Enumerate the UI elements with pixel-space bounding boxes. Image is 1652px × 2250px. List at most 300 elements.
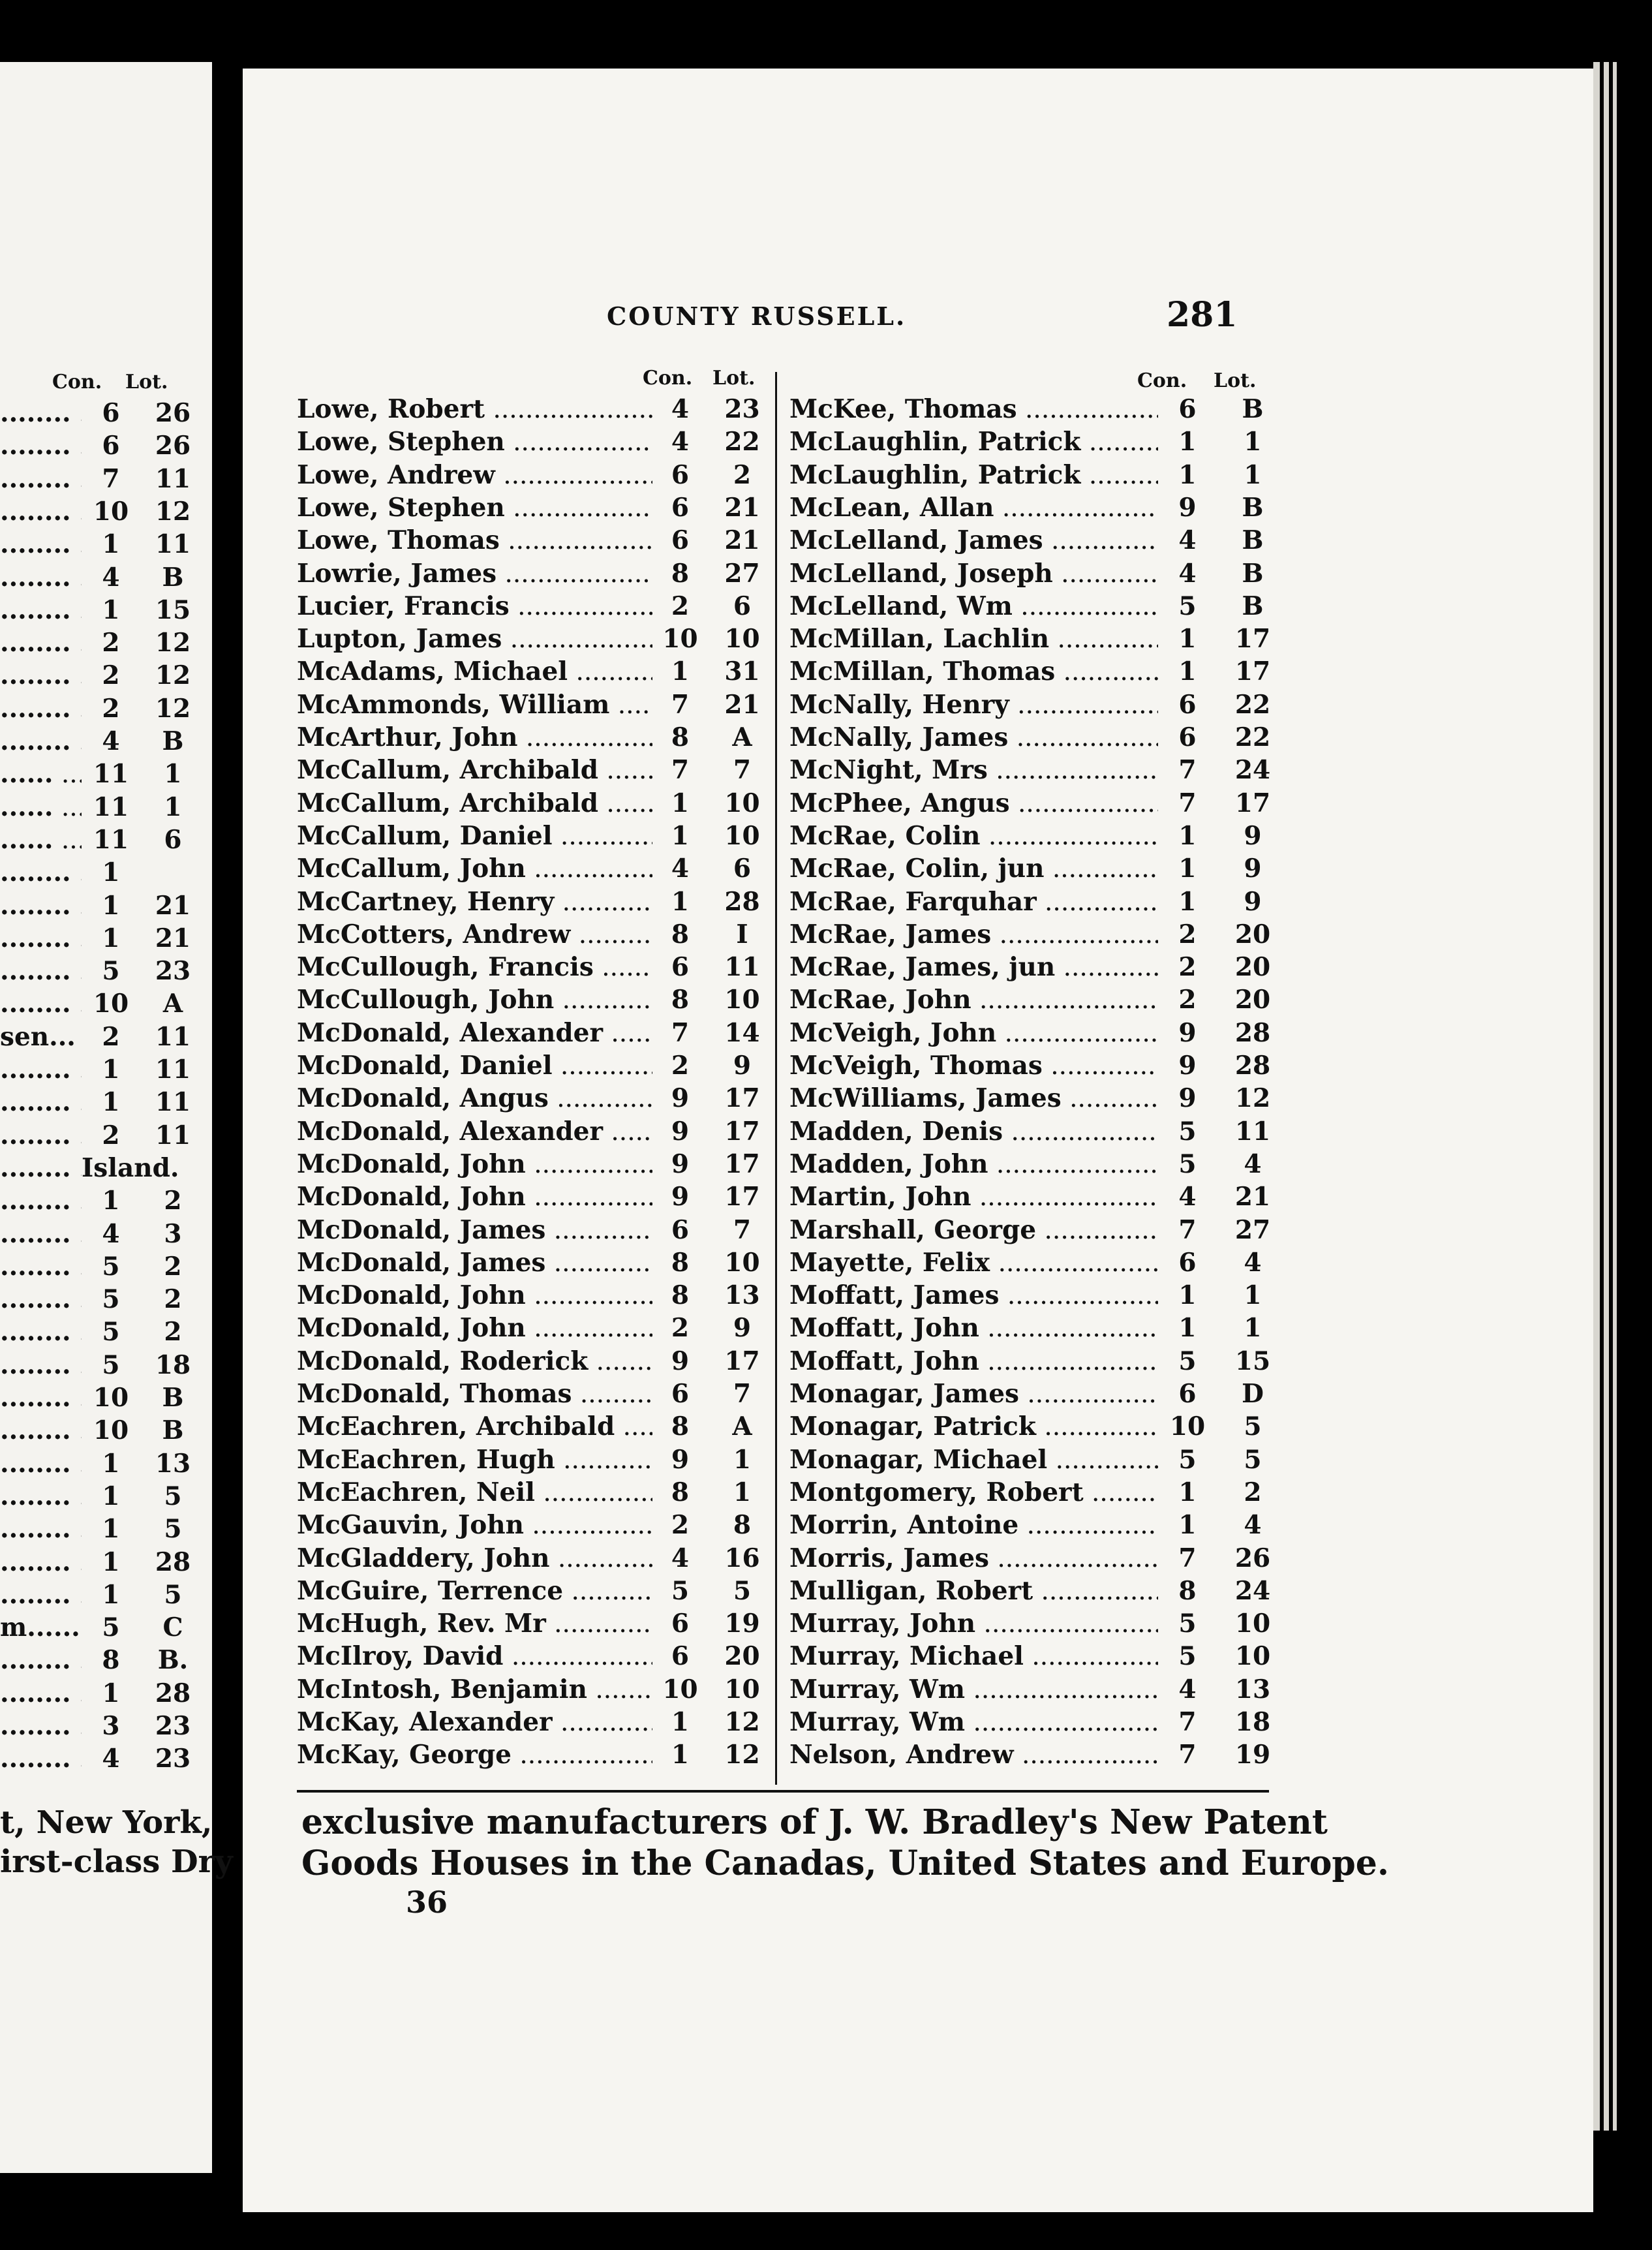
resident-name: Morrin, Antoine ..... bbox=[789, 1509, 1158, 1542]
resident-name: McNight, Mrs ..... bbox=[789, 754, 1158, 787]
directory-row bbox=[789, 425, 1289, 459]
name-fragment: m...... ..... bbox=[0, 1611, 82, 1644]
directory-row bbox=[789, 524, 1289, 557]
lot-number: 17 bbox=[724, 1116, 760, 1147]
directory-row bbox=[297, 1738, 776, 1772]
resident-name: Mayette, Felix ..... bbox=[789, 1246, 1158, 1280]
lot-number: 19 bbox=[724, 1609, 760, 1639]
lot-number: B bbox=[162, 1415, 184, 1446]
name-fragment: ...... ..... bbox=[0, 758, 82, 791]
resident-name: McVeigh, Thomas ..... bbox=[789, 1049, 1158, 1083]
left-con-header: Con. bbox=[52, 371, 102, 393]
resident-name: McKee, Thomas ..... bbox=[789, 393, 1158, 426]
concession-number: 8 bbox=[1178, 1575, 1197, 1606]
directory-row bbox=[297, 1607, 776, 1641]
resident-name: McCullough, Francis ..... bbox=[297, 951, 652, 984]
lot-number: 11 bbox=[155, 529, 191, 560]
concession-number: 1 bbox=[102, 1547, 120, 1577]
directory-row bbox=[789, 852, 1289, 886]
resident-name: McGuire, Terrence ..... bbox=[297, 1575, 652, 1608]
lot-number: 11 bbox=[155, 1055, 191, 1085]
name-fragment: ........ ..... bbox=[0, 1644, 82, 1677]
signature-mark: 36 bbox=[406, 1885, 448, 1920]
directory-row bbox=[789, 688, 1289, 722]
concession-number: 5 bbox=[102, 1349, 120, 1380]
name-fragment: ........ ..... bbox=[0, 1447, 82, 1481]
resident-name: Madden, Denis ..... bbox=[789, 1115, 1158, 1148]
name-fragment: ........ ..... bbox=[0, 626, 82, 660]
concession-number: 8 bbox=[102, 1645, 120, 1676]
name-fragment: ........ ..... bbox=[0, 1349, 82, 1382]
directory-row bbox=[789, 1443, 1289, 1477]
resident-name: McMillan, Thomas ..... bbox=[789, 655, 1158, 688]
concession-number: 1 bbox=[671, 788, 690, 818]
concession-number: 10 bbox=[662, 624, 698, 655]
resident-name: McDonald, John ..... bbox=[297, 1180, 652, 1214]
concession-number: 5 bbox=[102, 1612, 120, 1643]
concession-number: 6 bbox=[102, 431, 120, 461]
lot-number: 15 bbox=[1234, 1346, 1271, 1376]
resident-name: McCallum, Daniel ..... bbox=[297, 820, 652, 853]
lot-number: 1 bbox=[1244, 459, 1262, 490]
directory-row bbox=[789, 1706, 1289, 1739]
concession-number: 1 bbox=[102, 1087, 120, 1118]
resident-name: McWilliams, James ..... bbox=[789, 1082, 1158, 1115]
lot-number: 9 bbox=[1244, 886, 1262, 917]
concession-number: 2 bbox=[1178, 985, 1197, 1015]
lot-number: 1 bbox=[1244, 1280, 1262, 1311]
lot-number: B bbox=[1242, 492, 1264, 523]
concession-number: 1 bbox=[102, 1481, 120, 1511]
resident-name: Moffatt, James ..... bbox=[789, 1279, 1158, 1312]
directory-row bbox=[297, 754, 776, 787]
directory-row bbox=[789, 491, 1289, 525]
lot-number: 17 bbox=[1234, 656, 1271, 687]
directory-row bbox=[0, 1447, 206, 1481]
concession-number: 1 bbox=[671, 1707, 690, 1737]
concession-number: 6 bbox=[1178, 1379, 1197, 1409]
concession-number: 1 bbox=[102, 1678, 120, 1708]
name-fragment: ........ ..... bbox=[0, 1710, 82, 1743]
concession-number: 3 bbox=[102, 1711, 120, 1741]
resident-name: McLelland, Joseph ..... bbox=[789, 557, 1158, 591]
footer-rule bbox=[297, 1790, 1269, 1793]
resident-name: Lowe, Andrew ..... bbox=[297, 459, 652, 492]
lot-number: 21 bbox=[155, 923, 191, 953]
directory-row bbox=[789, 1410, 1289, 1443]
concession-number: 1 bbox=[102, 1186, 120, 1216]
concession-number: 7 bbox=[1178, 1543, 1197, 1573]
directory-row bbox=[0, 824, 206, 857]
directory-row bbox=[297, 1148, 776, 1181]
directory-row bbox=[297, 1673, 776, 1706]
directory-row bbox=[0, 1546, 206, 1579]
directory-row bbox=[789, 1246, 1289, 1280]
resident-name: McCartney, Henry ..... bbox=[297, 886, 652, 919]
directory-row bbox=[297, 886, 776, 919]
resident-name: McKay, George ..... bbox=[297, 1738, 652, 1772]
directory-row bbox=[0, 594, 206, 627]
lot-number: 14 bbox=[724, 1017, 760, 1048]
concession-number: 10 bbox=[93, 1415, 129, 1446]
directory-row bbox=[789, 721, 1289, 754]
lot-number: 12 bbox=[724, 1707, 760, 1737]
lot-number: 28 bbox=[155, 1678, 191, 1708]
directory-row bbox=[789, 1575, 1289, 1608]
lot-number: 26 bbox=[1234, 1543, 1271, 1573]
directory-row bbox=[297, 425, 776, 459]
lot-number: 28 bbox=[1234, 1017, 1271, 1048]
lot-number: 17 bbox=[1234, 788, 1271, 818]
concession-number: 1 bbox=[102, 529, 120, 560]
lot-number: 9 bbox=[733, 1051, 752, 1081]
resident-name: McDonald, Alexander ..... bbox=[297, 1115, 652, 1148]
resident-name: McCallum, Archibald ..... bbox=[297, 754, 652, 787]
concession-number: 5 bbox=[1178, 1444, 1197, 1475]
directory-row bbox=[0, 1316, 206, 1349]
concession-number: 9 bbox=[1178, 1017, 1197, 1048]
col-a-con-header: Con. bbox=[643, 367, 693, 390]
lot-number: 10 bbox=[724, 1674, 760, 1704]
name-fragment: ........ ..... bbox=[0, 856, 82, 889]
concession-number: 5 bbox=[102, 1251, 120, 1282]
directory-row bbox=[0, 463, 206, 496]
concession-number: 6 bbox=[1178, 722, 1197, 752]
directory-row bbox=[789, 951, 1289, 984]
concession-number: 9 bbox=[1178, 1083, 1197, 1114]
concession-number: 7 bbox=[1178, 1214, 1197, 1245]
directory-row bbox=[789, 1082, 1289, 1115]
concession-number: 10 bbox=[93, 496, 129, 527]
directory-row bbox=[297, 1082, 776, 1115]
name-fragment: ........ ..... bbox=[0, 1250, 82, 1284]
directory-row bbox=[0, 1710, 206, 1743]
resident-name: Murray, Wm ..... bbox=[789, 1673, 1158, 1706]
lot-number: 22 bbox=[724, 427, 760, 457]
resident-name: Lowe, Stephen ..... bbox=[297, 425, 652, 459]
directory-row bbox=[297, 1312, 776, 1345]
concession-number: 9 bbox=[671, 1444, 690, 1475]
concession-number: 7 bbox=[1178, 788, 1197, 818]
directory-row bbox=[297, 688, 776, 722]
resident-name: McDonald, John ..... bbox=[297, 1148, 652, 1181]
concession-number: 5 bbox=[671, 1575, 690, 1606]
concession-number: 1 bbox=[102, 1579, 120, 1610]
concession-number: 1 bbox=[102, 1448, 120, 1479]
lot-number: 17 bbox=[724, 1346, 760, 1376]
lot-number: 6 bbox=[733, 854, 752, 884]
name-fragment: ........ ..... bbox=[0, 1184, 82, 1218]
resident-name: McRae, James ..... bbox=[789, 918, 1158, 951]
directory-row bbox=[0, 397, 206, 430]
resident-name: Marshall, George ..... bbox=[789, 1214, 1158, 1247]
name-fragment: ........ ..... bbox=[0, 1579, 82, 1612]
page-title: COUNTY RUSSELL. bbox=[607, 301, 907, 331]
lot-number: B bbox=[1242, 591, 1264, 621]
lot-number: 27 bbox=[1234, 1214, 1271, 1245]
lot-number: 11 bbox=[1234, 1116, 1271, 1147]
footer-ad-line-1: exclusive manufacturers of J. W. Bradley's New Patent bbox=[301, 1802, 1328, 1842]
concession-number: 7 bbox=[1178, 1707, 1197, 1737]
concession-number: 11 bbox=[93, 792, 129, 822]
directory-row bbox=[789, 820, 1289, 853]
resident-name: Monagar, James ..... bbox=[789, 1378, 1158, 1411]
concession-number: 2 bbox=[102, 628, 120, 658]
lot-number: 21 bbox=[724, 689, 760, 720]
directory-row bbox=[0, 1053, 206, 1086]
name-fragment: ........ ..... bbox=[0, 561, 82, 594]
directory-row bbox=[789, 1378, 1289, 1411]
lot-number: 2 bbox=[164, 1251, 182, 1282]
concession-number: 6 bbox=[671, 1609, 690, 1639]
directory-row bbox=[0, 1250, 206, 1284]
directory-row bbox=[297, 1115, 776, 1148]
lot-number: 11 bbox=[724, 952, 760, 983]
concession-number: 8 bbox=[671, 985, 690, 1015]
lot-number: 28 bbox=[1234, 1051, 1271, 1081]
resident-name: Martin, John ..... bbox=[789, 1180, 1158, 1214]
lot-number: A bbox=[732, 722, 752, 752]
name-fragment: ........ ..... bbox=[0, 692, 82, 726]
concession-number: 8 bbox=[671, 1247, 690, 1278]
directory-row bbox=[789, 655, 1289, 688]
directory-row bbox=[297, 1214, 776, 1247]
name-fragment: ........ ..... bbox=[0, 528, 82, 561]
concession-number: 4 bbox=[1178, 1182, 1197, 1212]
directory-row bbox=[0, 1742, 206, 1776]
concession-number: 7 bbox=[1178, 1740, 1197, 1770]
resident-name: McGauvin, John ..... bbox=[297, 1509, 652, 1542]
concession-number: 5 bbox=[1178, 1148, 1197, 1179]
lot-number: 3 bbox=[164, 1218, 182, 1249]
name-fragment: ........ ..... bbox=[0, 429, 82, 463]
name-fragment: ...... ..... bbox=[0, 824, 82, 857]
name-fragment: ........ ..... bbox=[0, 1414, 82, 1447]
resident-name: McDonald, Angus ..... bbox=[297, 1082, 652, 1115]
name-fragment: ........ ..... bbox=[0, 1316, 82, 1349]
lot-number: B bbox=[1242, 558, 1264, 589]
lot-number: 5 bbox=[1244, 1444, 1262, 1475]
resident-name: Lowrie, James ..... bbox=[297, 557, 652, 591]
lot-number: 9 bbox=[1244, 854, 1262, 884]
left-ad-line-1: t, New York, bbox=[0, 1804, 213, 1841]
concession-number: 7 bbox=[671, 1017, 690, 1048]
resident-name: McRae, James, jun ..... bbox=[789, 951, 1158, 984]
name-fragment: ........ ..... bbox=[0, 725, 82, 758]
directory-row bbox=[297, 1476, 776, 1509]
directory-row bbox=[789, 983, 1289, 1017]
lot-number: 1 bbox=[1244, 427, 1262, 457]
lot-number: B bbox=[162, 562, 184, 593]
resident-name: McPhee, Angus ..... bbox=[789, 787, 1158, 820]
concession-number: 1 bbox=[102, 890, 120, 921]
lot-number: D bbox=[1242, 1379, 1264, 1409]
resident-name: McVeigh, John ..... bbox=[789, 1017, 1158, 1050]
resident-name: Murray, Michael ..... bbox=[789, 1640, 1158, 1673]
directory-row bbox=[789, 1180, 1289, 1214]
resident-name: McDonald, John ..... bbox=[297, 1312, 652, 1345]
concession-number: 6 bbox=[1178, 394, 1197, 424]
resident-name: McLaughlin, Patrick ..... bbox=[789, 425, 1158, 459]
concession-number: 2 bbox=[671, 1313, 690, 1344]
concession-number: 1 bbox=[1178, 459, 1197, 490]
concession-number: 4 bbox=[102, 1218, 120, 1249]
lot-number: 20 bbox=[1234, 919, 1271, 949]
concession-number: 6 bbox=[671, 525, 690, 556]
name-fragment: ........ ..... bbox=[0, 463, 82, 496]
name-fragment: ........ ..... bbox=[0, 397, 82, 430]
directory-row bbox=[297, 1640, 776, 1673]
lot-number: 23 bbox=[155, 1744, 191, 1774]
concession-number: 1 bbox=[1178, 1313, 1197, 1344]
lot-number: 26 bbox=[155, 398, 191, 428]
lot-number: 6 bbox=[164, 824, 182, 855]
lot-number: 18 bbox=[155, 1349, 191, 1380]
directory-row bbox=[297, 787, 776, 820]
concession-number: 2 bbox=[671, 1510, 690, 1541]
concession-number: 7 bbox=[1178, 755, 1197, 786]
lot-number: 5 bbox=[733, 1575, 752, 1606]
directory-row bbox=[297, 655, 776, 688]
directory-row bbox=[0, 1513, 206, 1546]
resident-name: McDonald, Daniel ..... bbox=[297, 1049, 652, 1083]
concession-number: 7 bbox=[102, 463, 120, 494]
concession-number: 1 bbox=[1178, 1510, 1197, 1541]
lot-number: 8 bbox=[733, 1510, 752, 1541]
name-fragment: ........ ..... bbox=[0, 495, 82, 529]
concession-number: 2 bbox=[102, 1120, 120, 1150]
resident-name: McRae, John ..... bbox=[789, 983, 1158, 1017]
concession-number: 1 bbox=[671, 656, 690, 687]
directory-row bbox=[297, 1279, 776, 1312]
directory-row bbox=[0, 626, 206, 660]
lot-number: 2 bbox=[733, 459, 752, 490]
lot-number: 4 bbox=[1244, 1510, 1262, 1541]
lot-number: 11 bbox=[155, 1087, 191, 1118]
lot-number: 12 bbox=[155, 660, 191, 691]
directory-row bbox=[0, 889, 206, 923]
lot-number: 17 bbox=[1234, 624, 1271, 655]
concession-number: 8 bbox=[671, 558, 690, 589]
resident-name: McAmmonds, William ..... bbox=[297, 688, 652, 722]
concession-number: 4 bbox=[671, 1543, 690, 1573]
directory-row bbox=[297, 1017, 776, 1050]
directory-row bbox=[0, 1021, 206, 1054]
directory-row bbox=[0, 1152, 206, 1185]
directory-row bbox=[297, 590, 776, 623]
concession-number: 4 bbox=[102, 1744, 120, 1774]
directory-row bbox=[0, 791, 206, 824]
concession-number: 9 bbox=[671, 1148, 690, 1179]
lot-number: 11 bbox=[155, 463, 191, 494]
concession-number: 1 bbox=[1178, 854, 1197, 884]
directory-row bbox=[297, 1509, 776, 1542]
lot-number: 11 bbox=[155, 1021, 191, 1052]
lot-number: 13 bbox=[724, 1280, 760, 1311]
lot-number: 13 bbox=[1234, 1674, 1271, 1704]
page-edge bbox=[1604, 62, 1609, 2131]
directory-row bbox=[0, 1218, 206, 1251]
col-b-lot-header: Lot. bbox=[1214, 369, 1257, 392]
lot-number: 20 bbox=[1234, 985, 1271, 1015]
lot-number: 20 bbox=[1234, 952, 1271, 983]
concession-number: 11 bbox=[93, 824, 129, 855]
directory-row bbox=[789, 1017, 1289, 1050]
directory-row bbox=[297, 721, 776, 754]
lot-number: 10 bbox=[724, 1247, 760, 1278]
concession-number: 11 bbox=[93, 759, 129, 790]
directory-row bbox=[297, 1378, 776, 1411]
directory-row bbox=[0, 1086, 206, 1119]
concession-number: 1 bbox=[1178, 656, 1197, 687]
directory-row bbox=[297, 623, 776, 656]
directory-row bbox=[0, 692, 206, 726]
directory-row bbox=[789, 393, 1289, 426]
directory-row bbox=[0, 528, 206, 561]
concession-number: 4 bbox=[671, 854, 690, 884]
concession-number: 6 bbox=[102, 398, 120, 428]
name-fragment: ........ ..... bbox=[0, 1677, 82, 1710]
resident-name: Lupton, James ..... bbox=[297, 623, 652, 656]
resident-name: McDonald, James ..... bbox=[297, 1214, 652, 1247]
lot-number: I bbox=[736, 919, 748, 949]
resident-name: McRae, Farquhar ..... bbox=[789, 886, 1158, 919]
lot-number: 28 bbox=[724, 886, 760, 917]
resident-name: McDonald, Roderick ..... bbox=[297, 1345, 652, 1378]
lot-number: 12 bbox=[155, 693, 191, 724]
resident-name: Murray, John ..... bbox=[789, 1607, 1158, 1641]
lot-number: 21 bbox=[724, 492, 760, 523]
directory-row bbox=[297, 524, 776, 557]
concession-number: 2 bbox=[1178, 952, 1197, 983]
directory-row bbox=[789, 1542, 1289, 1575]
concession-number: 1 bbox=[671, 820, 690, 851]
col-a-lot-header: Lot. bbox=[712, 367, 756, 390]
lot-number: 22 bbox=[1234, 722, 1271, 752]
resident-name: Mulligan, Robert ..... bbox=[789, 1575, 1158, 1608]
directory-row bbox=[789, 1640, 1289, 1673]
name-fragment: ........ ..... bbox=[0, 1546, 82, 1579]
concession-number: 8 bbox=[671, 1477, 690, 1507]
resident-name: McLean, Allan ..... bbox=[789, 491, 1158, 525]
concession-number: 2 bbox=[102, 693, 120, 724]
resident-name: McCallum, Archibald ..... bbox=[297, 787, 652, 820]
resident-name: Monagar, Patrick ..... bbox=[789, 1410, 1158, 1443]
directory-row bbox=[789, 623, 1289, 656]
resident-name: McArthur, John ..... bbox=[297, 721, 652, 754]
resident-name: Madden, John ..... bbox=[789, 1148, 1158, 1181]
resident-name: McRae, Colin, jun ..... bbox=[789, 852, 1158, 886]
directory-row bbox=[0, 758, 206, 791]
lot-number: 2 bbox=[1244, 1477, 1262, 1507]
name-fragment: ........ ..... bbox=[0, 594, 82, 627]
concession-number: 6 bbox=[1178, 1247, 1197, 1278]
lot-number: 7 bbox=[733, 755, 752, 786]
concession-number: 6 bbox=[671, 1379, 690, 1409]
resident-name: Murray, Wm ..... bbox=[789, 1706, 1158, 1739]
concession-number: 6 bbox=[671, 952, 690, 983]
resident-name: McIlroy, David ..... bbox=[297, 1640, 652, 1673]
directory-row bbox=[789, 1049, 1289, 1083]
directory-row bbox=[0, 1644, 206, 1677]
concession-number: 6 bbox=[671, 1214, 690, 1245]
resident-name: McMillan, Lachlin ..... bbox=[789, 623, 1158, 656]
resident-name: Montgomery, Robert ..... bbox=[789, 1476, 1158, 1509]
resident-name: McDonald, Thomas ..... bbox=[297, 1378, 652, 1411]
lot-number: 13 bbox=[155, 1448, 191, 1479]
directory-row bbox=[297, 557, 776, 591]
lot-number: B bbox=[162, 726, 184, 756]
